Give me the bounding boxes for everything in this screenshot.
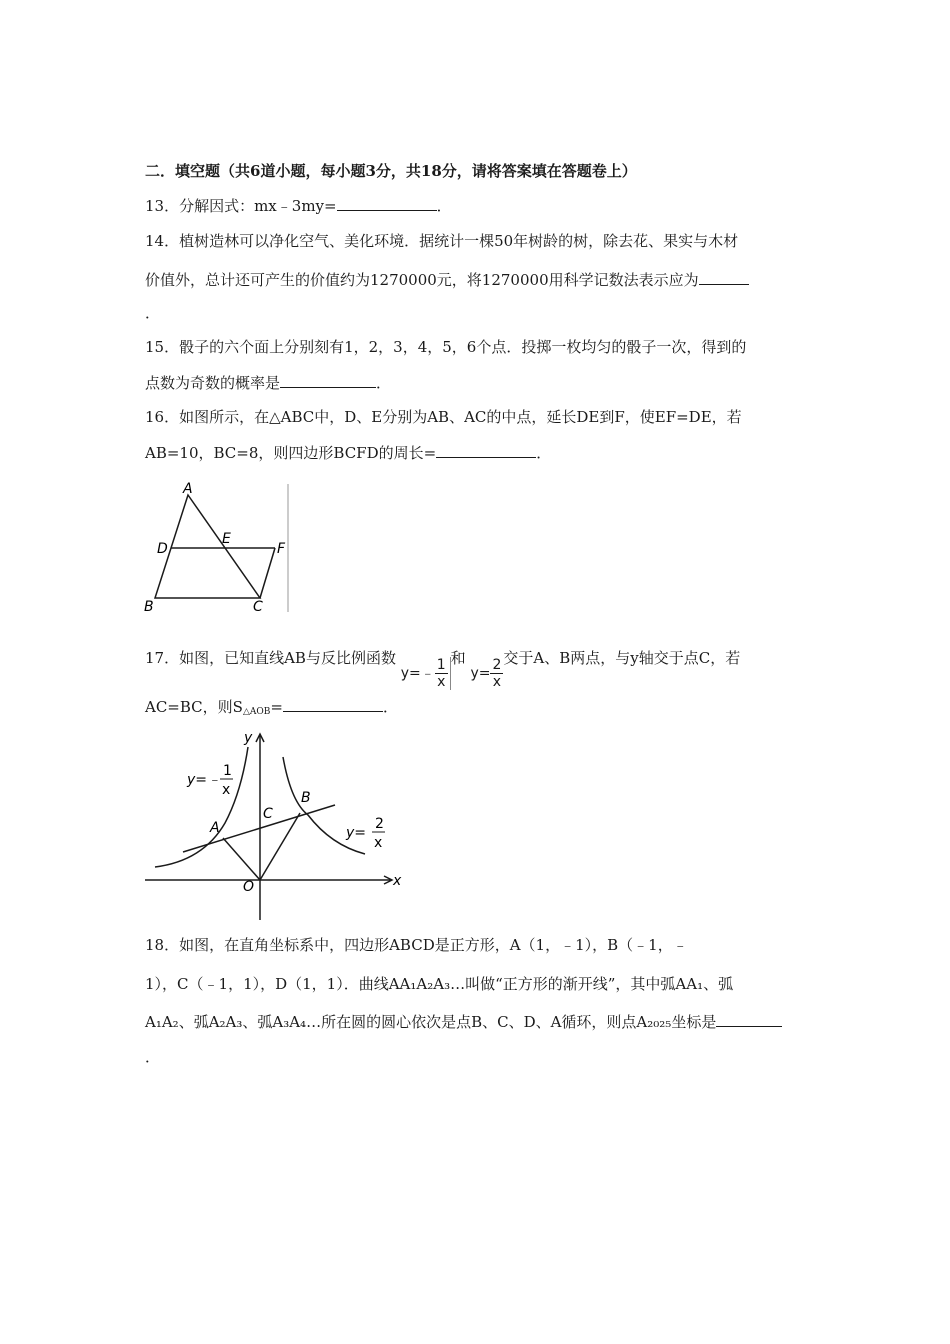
question-13 [145, 196, 452, 216]
q14-line2: 价值外，总计还可产生的价值约为1270000元，将1270000用科学记数法表示应为 [145, 271, 699, 289]
q17-f1-lhs: y=﹣ [400, 665, 435, 681]
q16-end: ． [536, 444, 552, 462]
q16-line2: AB=10，BC=8，则四边形BCFD的周长= [145, 444, 437, 462]
segment-ob [260, 813, 300, 880]
q17-right-fn-den: x [374, 835, 383, 851]
q17-label-b: B [301, 790, 311, 806]
segment-fc [260, 548, 275, 598]
q17-line1-b: 交于A、B两点，与y轴交于点C，若 [503, 649, 741, 667]
q16-figure [140, 478, 300, 618]
q17-right-fn-num: 2 [375, 816, 384, 832]
q17-line1-a: 17．如图，已知直线AB与反比例函数 [145, 649, 396, 667]
q17-label-c: C [263, 806, 273, 822]
q17-line2-a: AC=BC，则S [145, 698, 243, 716]
q15-line1: 15．骰子的六个面上分别刻有1，2，3，4，5，6个点．投掷一枚均匀的骰子一次，得到的 [145, 338, 747, 356]
triangle-abc [155, 495, 260, 598]
q18-line3-row [145, 1012, 782, 1032]
q17-label-a: A [210, 820, 220, 836]
q17-answer-blank [283, 697, 383, 712]
q17-f1-num: 1 [436, 656, 446, 673]
q17-line1-row [145, 648, 740, 692]
q16-label-b: B [144, 599, 154, 615]
q17-label-y: y [244, 730, 253, 746]
q17-left-fn-num: 1 [223, 763, 232, 779]
q17-label-x: x [393, 873, 402, 889]
q17-left-fn-lhs: y=﹣ [187, 772, 222, 788]
q17-f2-den: x [492, 673, 502, 690]
q17-line2-b: = [270, 698, 283, 716]
q17-label-o: O [243, 879, 255, 895]
q18-line1: 18．如图，在直角坐标系中，四边形ABCD是正方形，A（1，﹣1），B（﹣1，﹣ [145, 936, 688, 954]
q18-line3: A₁A₂、弧A₂A₃、弧A₃A₄…所在圆的圆心依次是点B、C、D、A循环，则点A₂₀₂₅坐标是 [145, 1013, 717, 1031]
q18-end: ． [145, 1048, 161, 1066]
section-heading: 二．填空题（共6道小题，每小题3分，共18分，请将答案填在答题卷上） [145, 162, 637, 180]
q17-left-fn-den: x [222, 782, 231, 798]
q17-line2-sub: △AOB [242, 707, 271, 717]
q15-line2: 点数为奇数的概率是 [145, 374, 281, 392]
q16-answer-blank [436, 443, 536, 458]
q14-line2-row [145, 270, 749, 290]
q16-label-e: E [222, 531, 231, 547]
q17-f2-lhs: y= [470, 665, 491, 681]
q16-label-d: D [157, 541, 168, 557]
q15-line2-row [145, 373, 391, 393]
q15-answer-blank [280, 373, 376, 388]
q17-and: 和 [450, 649, 466, 667]
q14-line1: 14．植树造林可以净化空气、美化环境．据统计一棵50年树龄的树，除去花、果实与木材 [145, 232, 739, 250]
q17-end: ． [382, 698, 398, 716]
q16-line1: 16．如图所示，在△ABC中，D、E分别为AB、AC的中点，延长DE到F，使EF=DE，若 [145, 408, 742, 426]
q18-line2: 1），C（﹣1，1），D（1，1）．曲线AA₁A₂A₃…叫做“正方形的渐开线”，其中弧AA₁、弧 [145, 975, 734, 993]
q13-end: ． [436, 197, 452, 215]
q17-formula-1 [401, 657, 451, 690]
q16-label-a: A [183, 481, 193, 497]
q13-text: 13．分解因式：mx﹣3my= [145, 197, 337, 215]
q17-f2-num: 2 [492, 656, 502, 673]
q14-answer-blank [699, 270, 749, 285]
curve-neg-1-over-x [155, 747, 248, 867]
q18-answer-blank [716, 1012, 782, 1027]
q17-formula-2 [470, 657, 503, 690]
line-ab [183, 805, 335, 852]
q14-end: ． [145, 304, 161, 322]
q16-line2-row [145, 443, 551, 463]
q16-label-c: C [253, 599, 263, 615]
q17-line2-row [145, 697, 398, 722]
q13-answer-blank [337, 196, 437, 211]
q15-end: ． [376, 374, 392, 392]
segment-oa [223, 838, 260, 880]
q17-figure [143, 727, 405, 922]
q17-f1-den: x [437, 673, 446, 690]
q16-label-f: F [277, 541, 286, 557]
q17-right-fn-lhs: y= [346, 825, 367, 841]
